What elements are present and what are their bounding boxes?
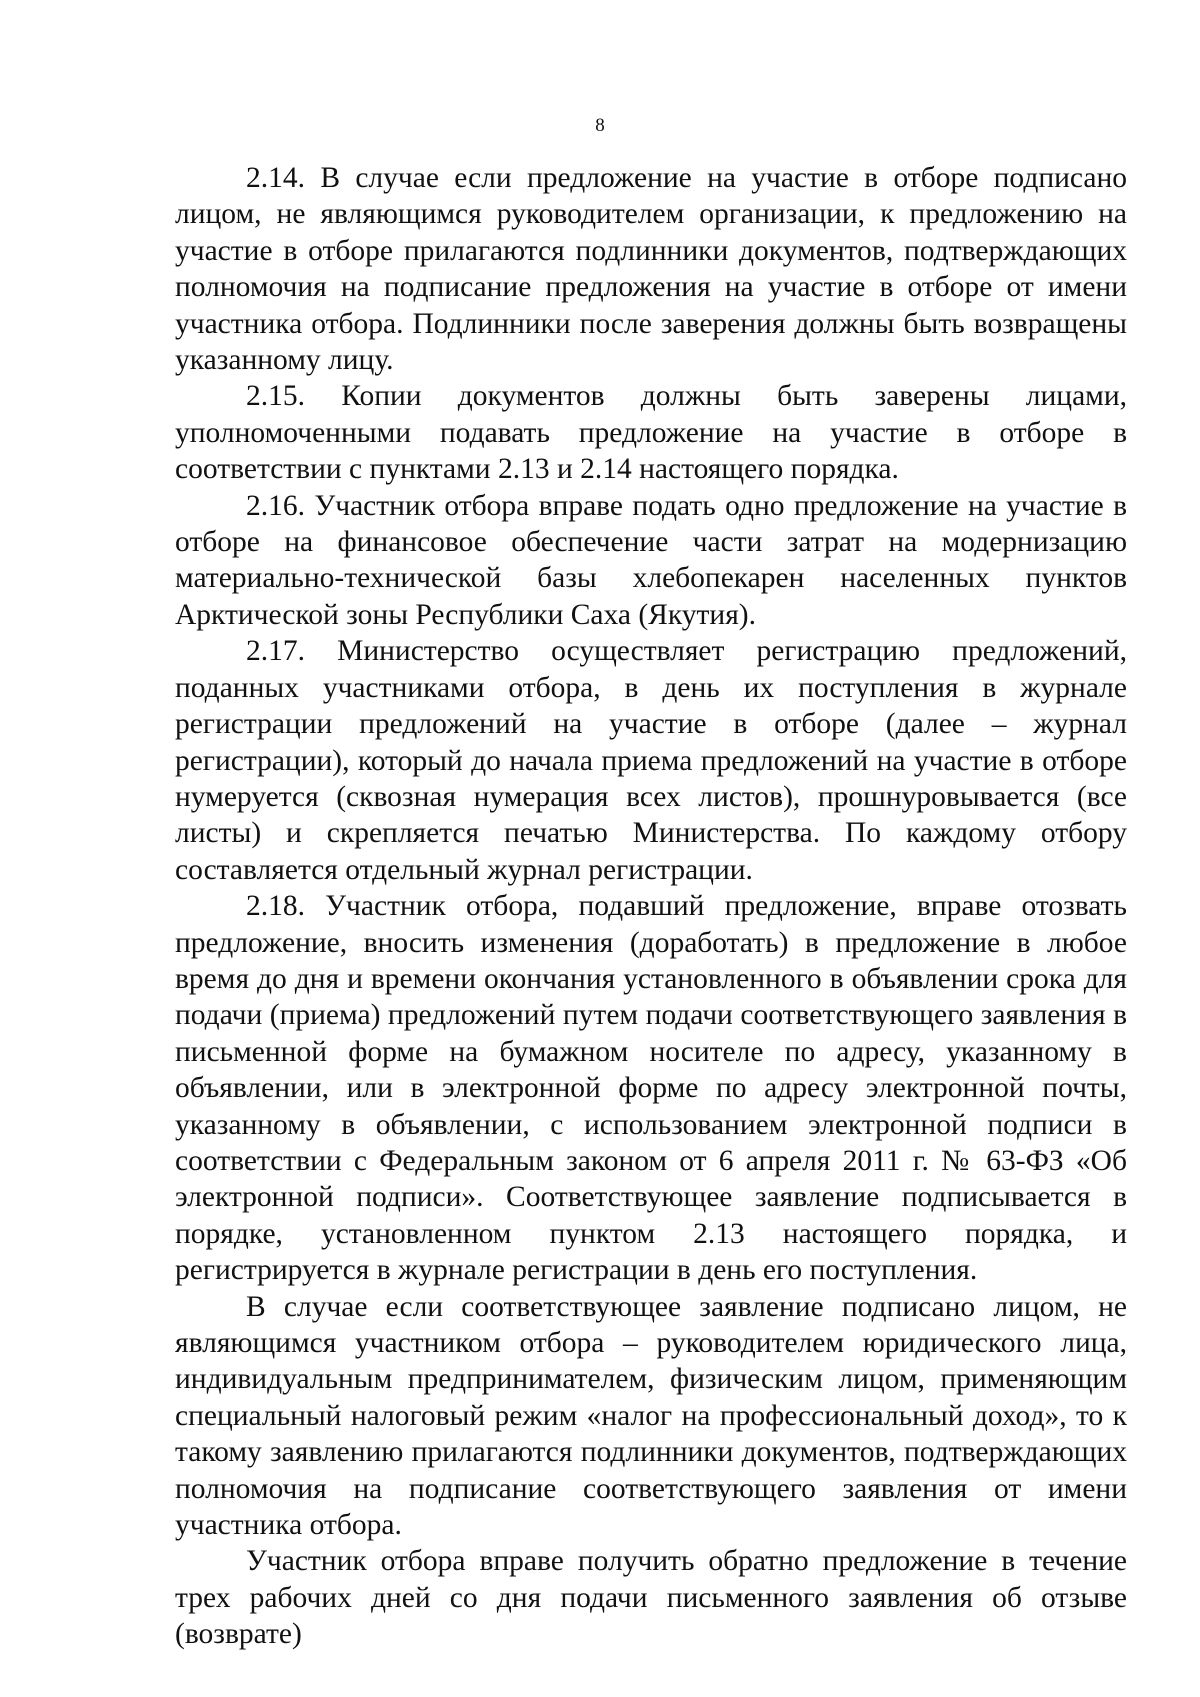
paragraph-2-17: 2.17. Министерство осуществляет регистрацию предложений, поданных участниками отбора, в день их поступления в журнале регистрации предложений на участие в отборе (далее – журнал регистрации), который до начала приема предложений на участие в отборе нумеруется (сквозная нумерация всех листов), прошнуровывается (все листы) и скрепляется печатью Министерства. По каждому отбору составляется отдельный журнал регистрации. <box>175 635 1127 886</box>
paragraph-2-15: 2.15. Копии документов должны быть заверены лицами, уполномоченными подавать предложение на участие в отборе в соответствии с пунктами 2.13 и 2.14 настоящего порядка. <box>175 380 1127 486</box>
document-body <box>175 160 1127 1653</box>
paragraph-2-18-return: Участник отбора вправе получить обратно предложение в течение трех рабочих дней со дня подачи письменного заявления об отзыве (возврате) <box>175 1545 1127 1651</box>
paragraph-2-16: 2.16. Участник отбора вправе подать одно предложение на участие в отборе на финансовое обеспечение части затрат на модернизацию материально-технической базы хлебопекарен населенных пунктов Арктической зоны Республики Саха (Якутия). <box>175 489 1127 631</box>
page-number: 8 <box>595 115 605 136</box>
paragraph-2-18-signatory: В случае если соответствующее заявление подписано лицом, не являющимся участником отбора – руководителем юридического лица, индивидуальным предпринимателем, физическим лицом, применяющим специальный налоговый режим «налог на профессиональный доход», то к такому заявлению прилагаются подлинники документов, подтверждающих полномочия на подписание соответствующего заявления от имени участника отбора. <box>175 1290 1127 1542</box>
paragraph-2-18: 2.18. Участник отбора, подавший предложение, вправе отозвать предложение, вносить изменения (доработать) в предложение в любое время до дня и времени окончания установленного в объявлении срока для подачи (приема) предложений путем подачи соответствующего заявления в письменной форме на бумажном носителе по адресу, указанному в объявлении, или в электронной форме по адресу электронной почты, указанному в объявлении, с использованием электронной подписи в соответствии с Федеральным законом от 6 апреля 2011 г. № 63-ФЗ «Об электронной подписи». Соответствующее заявление подписывается в порядке, установленном пунктом 2.13 настоящего порядка, и регистрируется в журнале регистрации в день его поступления. <box>175 890 1127 1287</box>
paragraph-2-14: 2.14. В случае если предложение на участие в отборе подписано лицом, не являющимся руководителем организации, к предложению на участие в отборе прилагаются подлинники документов, подтверждающих полномочия на подписание предложения на участие в отборе от имени участника отбора. Подлинники после заверения должны быть возвращены указанному лицу. <box>175 162 1127 377</box>
